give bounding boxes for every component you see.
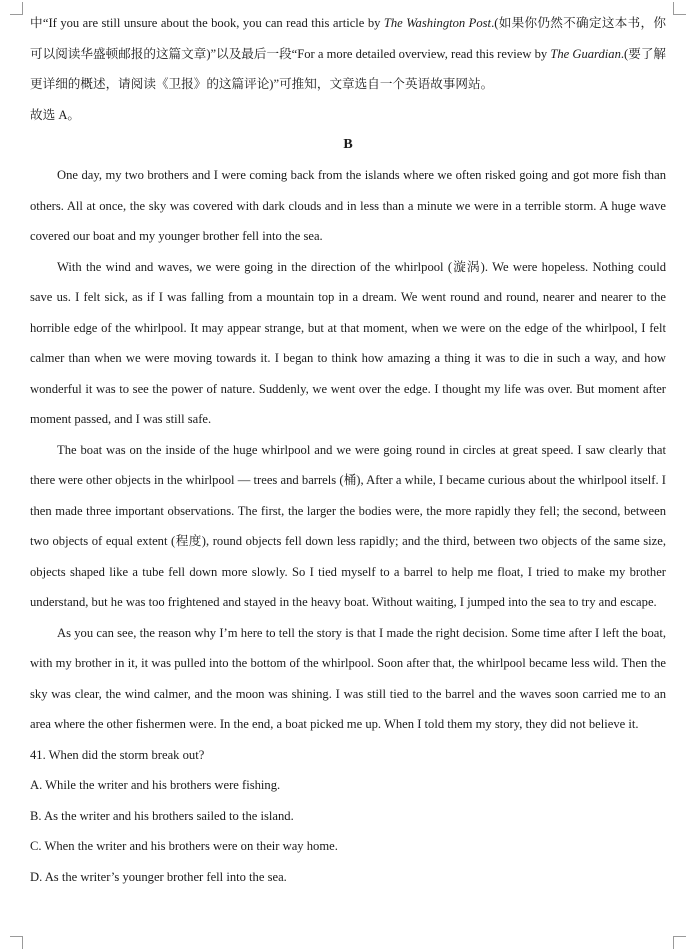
answer-line: 故选 A。 [30,107,81,122]
passage-paragraph: The boat was on the inside of the huge whirlpool and we were going round in circles at great speed. I saw clearly that there were other objects in the whirlpool — trees and barrels (桶), After a while, I became curious about the whirlpool itself. I then made three important observations. The first, the larger the bodies were, the more rapidly they fell; the second, between two objects of equal extent (程度), round objects fell down less rapidly; and the third, between two objects of the same size, objects shaped like a tube fell down more slowly. So I tied myself to a barrel to help me float, I tried to make my brother understand, but he was too frightened and stayed in the heavy boat. Without waiting, I jumped into the sea to try and escape. [30,442,666,609]
answer-option-c: C. When the writer and his brothers were on their way home. [30,839,338,853]
intro-text-middle: .(如果你仍然不确定这本书，你可以阅读华盛顿邮报的这篇文章)”以及最后一段“For a more detailed overview, read this review by [30,16,667,61]
corner-mark-top-left [10,2,23,15]
passage-paragraph: With the wind and waves, we were going in the direction of the whirlpool (漩涡). We were hopeless. Nothing could save us. I felt sick, as if I was falling from a mountain top in a dream. We went round and round, nearer and nearer to the horrible edge of the whirlpool. It may appear strange, but at that moment, when we were on the edge of the whirlpool, I felt calmer than when we were moving towards it. I began to think how amazing a thing it was to die in such a way, and how wonderful it was to see the power of nature. Suddenly, we went over the edge. I thought my life was over. But moment after moment passed, and I was still safe. [30,259,666,426]
corner-mark-bottom-left [10,936,23,949]
newspaper-name-washington-post: The Washington Post [383,16,492,30]
answer-option-d: D. As the writer’s younger brother fell into the sea. [30,869,287,884]
passage-paragraph: As you can see, the reason why I’m here to tell the story is that I made the right decision. Some time after I left the boat, with my brother in it, it was pulled into the bottom of the whirlpool. Soon after that, the whirlpool became less wild. Then the sky was clear, the wind calmer, and the moon was shining. I was still tied to the barrel and the waves soon carried me to an area where the other fishermen were. In the end, a boat picked me up. When I told them my story, they did not believe it. [30,625,666,731]
newspaper-name-guardian: The Guardian [550,46,621,61]
intro-text-start: 中“If you are still unsure about the book, you can read this article by [30,16,384,30]
document-page [30,8,666,892]
answer-option-a: A. While the writer and his brothers were fishing. [30,778,281,792]
corner-mark-top-right [673,2,686,15]
corner-mark-bottom-right [673,936,686,949]
passage-paragraph: One day, my two brothers and I were coming back from the islands where we often risked going and got more fish than others. All at once, the sky was covered with dark clouds and in less than a minute we were in a terrible storm. A huge wave covered our boat and my younger brother fell into the sea. [30,168,666,243]
intro-paragraph [30,8,666,100]
question-stem: 41. When did the storm break out? [30,747,205,762]
answer-option-b: B. As the writer and his brothers sailed to the island. [30,808,294,823]
section-heading: B [343,137,353,152]
intro-text-end: .(要了解更详细的概述，请阅读《卫报》的这篇评论)”可推知，文章选自一个英语故事网站。 [30,46,667,91]
